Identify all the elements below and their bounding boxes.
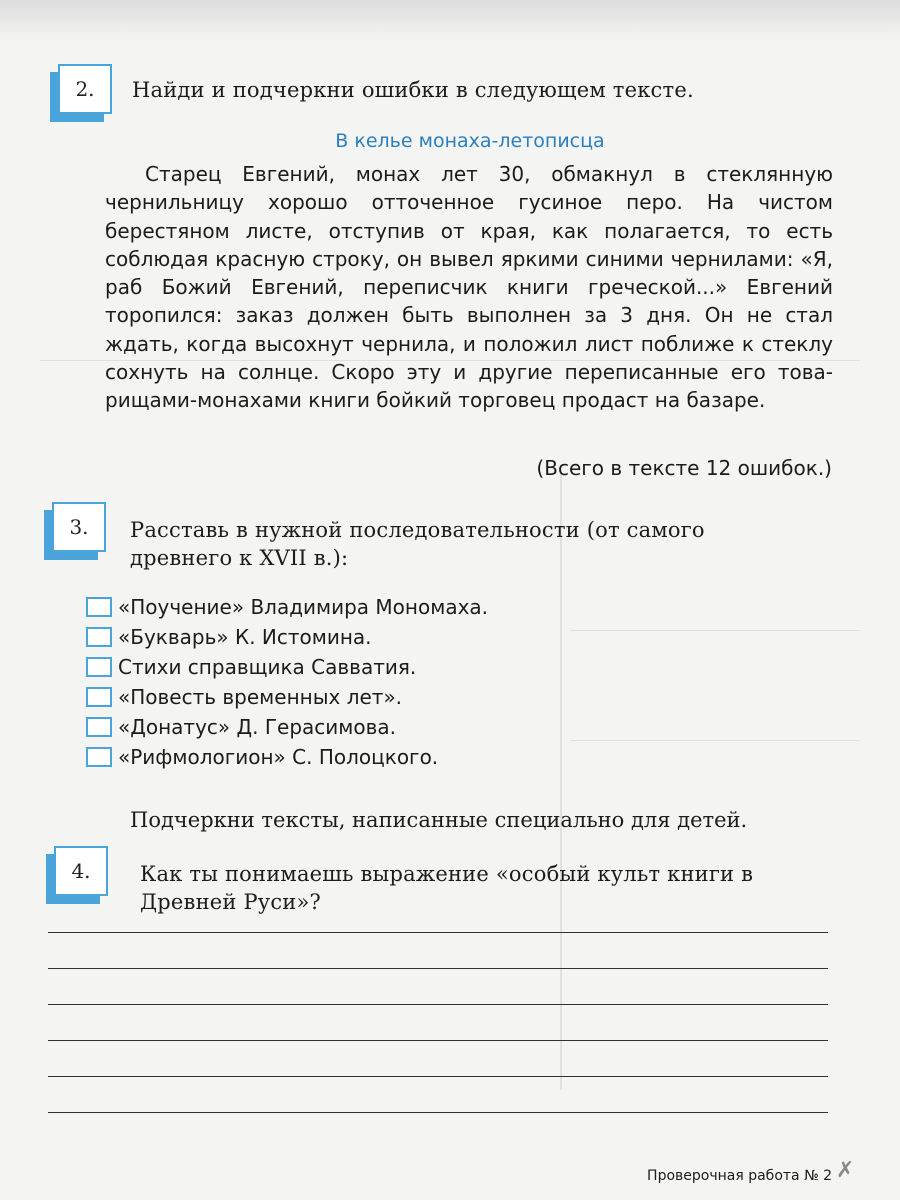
answer-lines[interactable] (48, 932, 828, 1148)
task-4-number-box (54, 846, 108, 896)
answer-line[interactable] (48, 932, 828, 933)
ghost-line (570, 740, 860, 741)
check-item-label: «Букварь» К. Истомина. (118, 625, 372, 649)
check-item[interactable] (86, 742, 488, 772)
ghost-line (570, 630, 860, 631)
check-item[interactable] (86, 712, 488, 742)
task-3-number: 3. (69, 515, 89, 539)
story-text: Старец Евгений, монах лет 30, обмакнул в стеклянную чернильницу хорошо отточенное гусиное перо. На чистом берестяном листе, отступив от края, как полагается, то есть соблюдая красную строку, он вывел яркими синими чернилами: «Я, раб Божий Евгений, переписчик книги греческой...» Евгений торопился: заказ должен быть выполнен за 3 дня. Он не стал ждать, когда высохнут чернила, и положил лист поближе к стеклу сохнуть на солнце. Скоро эту и другие переписанные его това-рищами-монахами книги бойкий торговец продаст на базаре. (105, 162, 833, 413)
check-item-label: «Донатус» Д. Герасимова. (118, 715, 397, 739)
page-top-shadow (0, 0, 900, 40)
task-4-number: 4. (71, 859, 91, 883)
task-2-number-box (58, 64, 112, 114)
corner-mark-icon: ✗ (836, 1158, 855, 1183)
order-checkbox[interactable] (86, 627, 112, 647)
answer-line[interactable] (48, 968, 828, 969)
check-item-label: «Поучение» Владимира Мономаха. (118, 595, 489, 619)
answer-line[interactable] (48, 1076, 828, 1077)
story-title: В келье монаха-летописца (335, 130, 605, 152)
order-checkbox[interactable] (86, 687, 112, 707)
order-checkbox[interactable] (86, 717, 112, 737)
answer-line[interactable] (48, 1040, 828, 1041)
footer-label: Проверочная работа № 2 (647, 1168, 832, 1184)
task-2-number: 2. (75, 77, 95, 101)
check-item-label: Стихи справщика Савватия. (118, 655, 417, 679)
task-3-number-box (52, 502, 106, 552)
answer-line[interactable] (48, 1004, 828, 1005)
check-item-label: «Повесть временных лет». (118, 685, 403, 709)
task-3-prompt: Расставь в нужной последовательности (от самого древнего к XVII в.): (130, 518, 705, 570)
error-count-note: (Всего в тексте 12 ошибок.) (536, 456, 832, 480)
check-item-label: «Рифмологион» С. Полоцкого. (118, 745, 439, 769)
order-checklist (86, 592, 488, 772)
check-item[interactable] (86, 682, 488, 712)
check-item[interactable] (86, 622, 488, 652)
task-4-prompt: Как ты понимаешь выражение «особый культ книги в Древней Руси»? (140, 862, 754, 914)
check-item[interactable] (86, 652, 488, 682)
order-checkbox[interactable] (86, 597, 112, 617)
check-item[interactable] (86, 592, 488, 622)
underline-instruction: Подчеркни тексты, написанные специально для детей. (130, 808, 748, 832)
order-checkbox[interactable] (86, 657, 112, 677)
task-2-prompt: Найди и подчеркни ошибки в следующем тексте. (132, 78, 694, 102)
order-checkbox[interactable] (86, 747, 112, 767)
answer-line[interactable] (48, 1112, 828, 1113)
